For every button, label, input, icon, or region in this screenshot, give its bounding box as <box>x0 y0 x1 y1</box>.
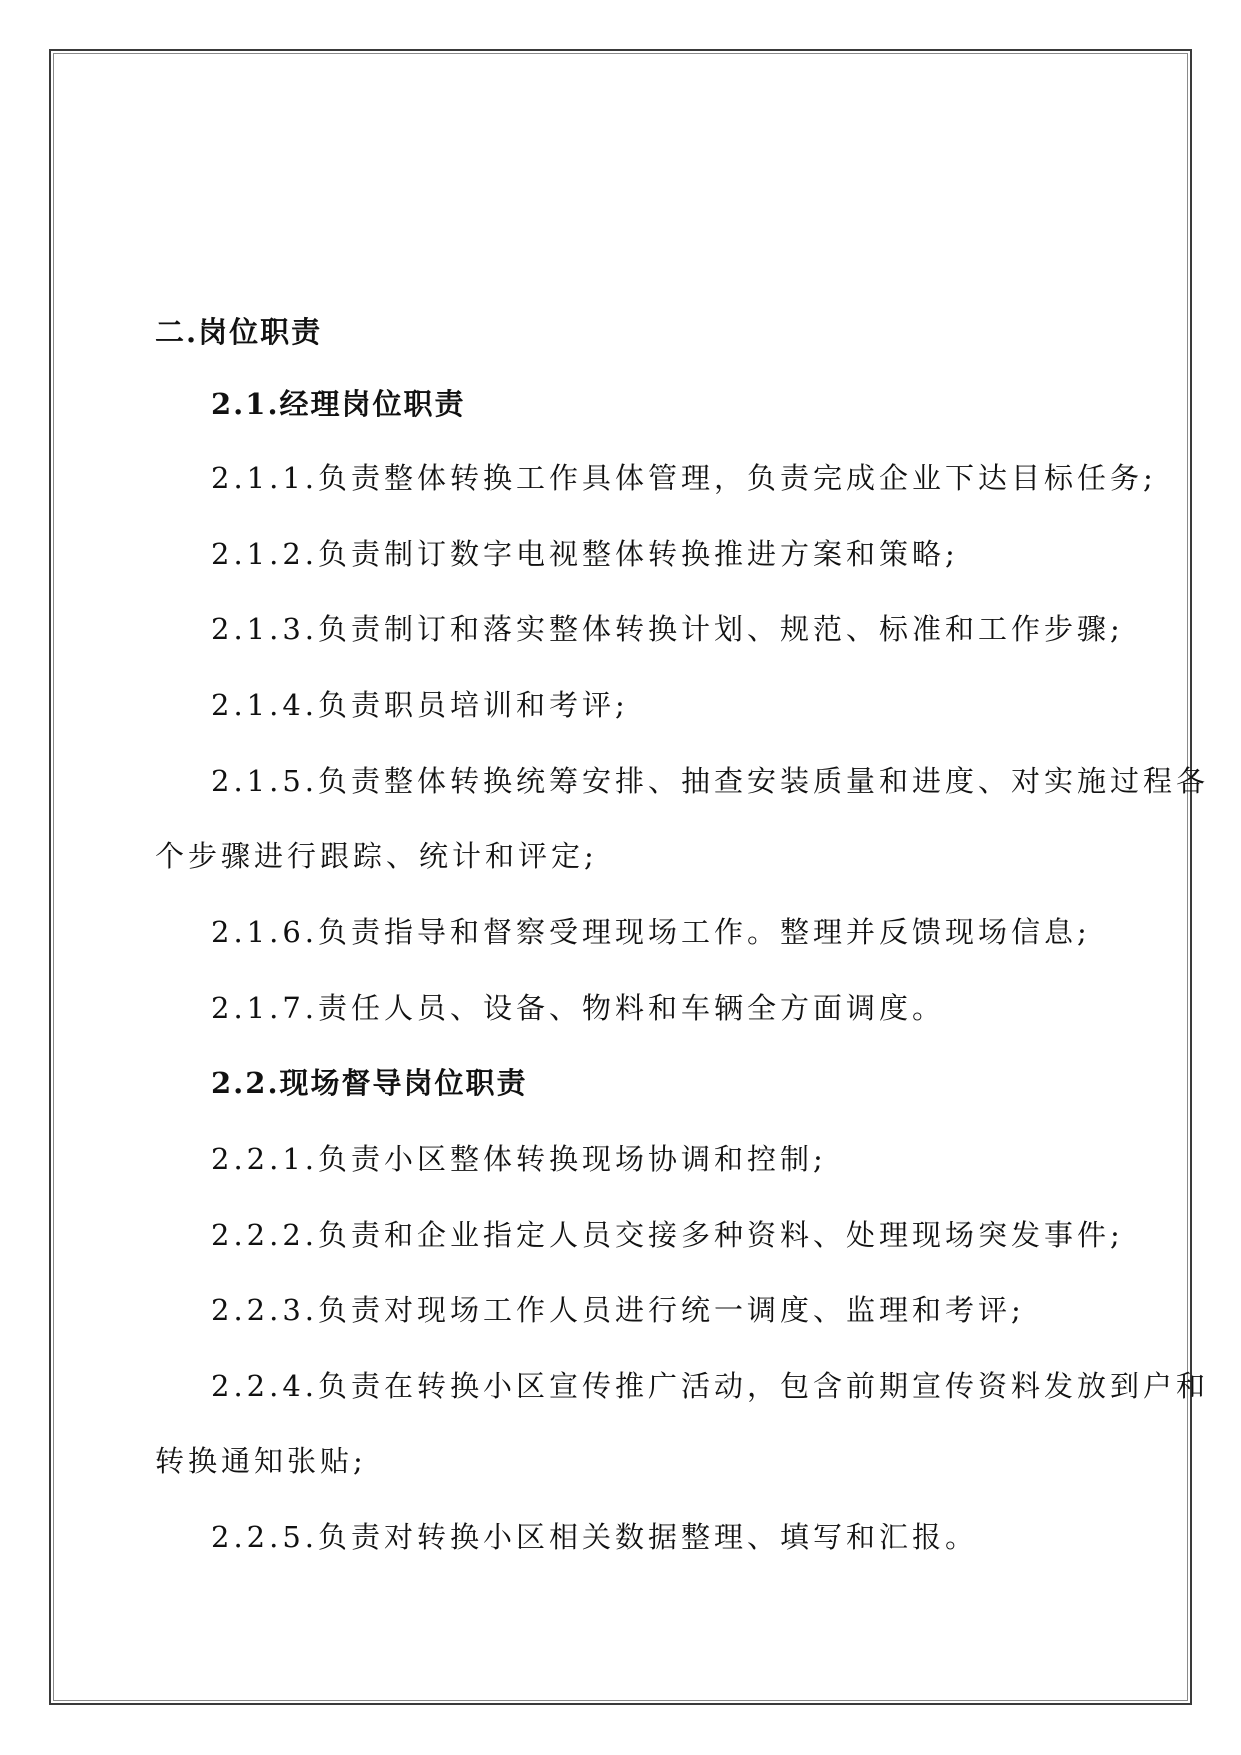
manager-item-3: 2.1.3.负责制订和落实整体转换计划、规范、标准和工作步骤; <box>211 612 1124 646</box>
manager-item-4: 2.1.4.负责职员培训和考评; <box>211 688 629 722</box>
supervisor-item-1: 2.2.1.负责小区整体转换现场协调和控制; <box>211 1142 827 1176</box>
supervisor-item-4-line1: 2.2.4.负责在转换小区宣传推广活动，包含前期宣传资料发放到户和 <box>211 1369 1210 1403</box>
manager-item-5-line2: 个步骤进行跟踪、统计和评定; <box>155 839 598 873</box>
supervisor-item-4-line2: 转换通知张贴; <box>155 1444 367 1478</box>
manager-item-7: 2.1.7.责任人员、设备、物料和车辆全方面调度。 <box>211 991 946 1025</box>
manager-item-5-line1: 2.1.5.负责整体转换统筹安排、抽查安装质量和进度、对实施过程各 <box>211 764 1210 798</box>
manager-item-1: 2.1.1.负责整体转换工作具体管理，负责完成企业下达目标任务; <box>211 461 1157 495</box>
supervisor-item-2: 2.2.2.负责和企业指定人员交接多种资料、处理现场突发事件; <box>211 1218 1124 1252</box>
supervisor-item-5: 2.2.5.负责对转换小区相关数据整理、填写和汇报。 <box>211 1520 979 1554</box>
manager-item-6: 2.1.6.负责指导和督察受理现场工作。整理并反馈现场信息; <box>211 915 1091 949</box>
section-title: 二.岗位职责 <box>155 315 323 349</box>
manager-item-2: 2.1.2.负责制订数字电视整体转换推进方案和策略; <box>211 537 959 571</box>
supervisor-item-3: 2.2.3.负责对现场工作人员进行统一调度、监理和考评; <box>211 1293 1025 1327</box>
supervisor-heading: 2.2.现场督导岗位职责 <box>211 1066 528 1100</box>
manager-heading: 2.1.经理岗位职责 <box>211 387 466 421</box>
